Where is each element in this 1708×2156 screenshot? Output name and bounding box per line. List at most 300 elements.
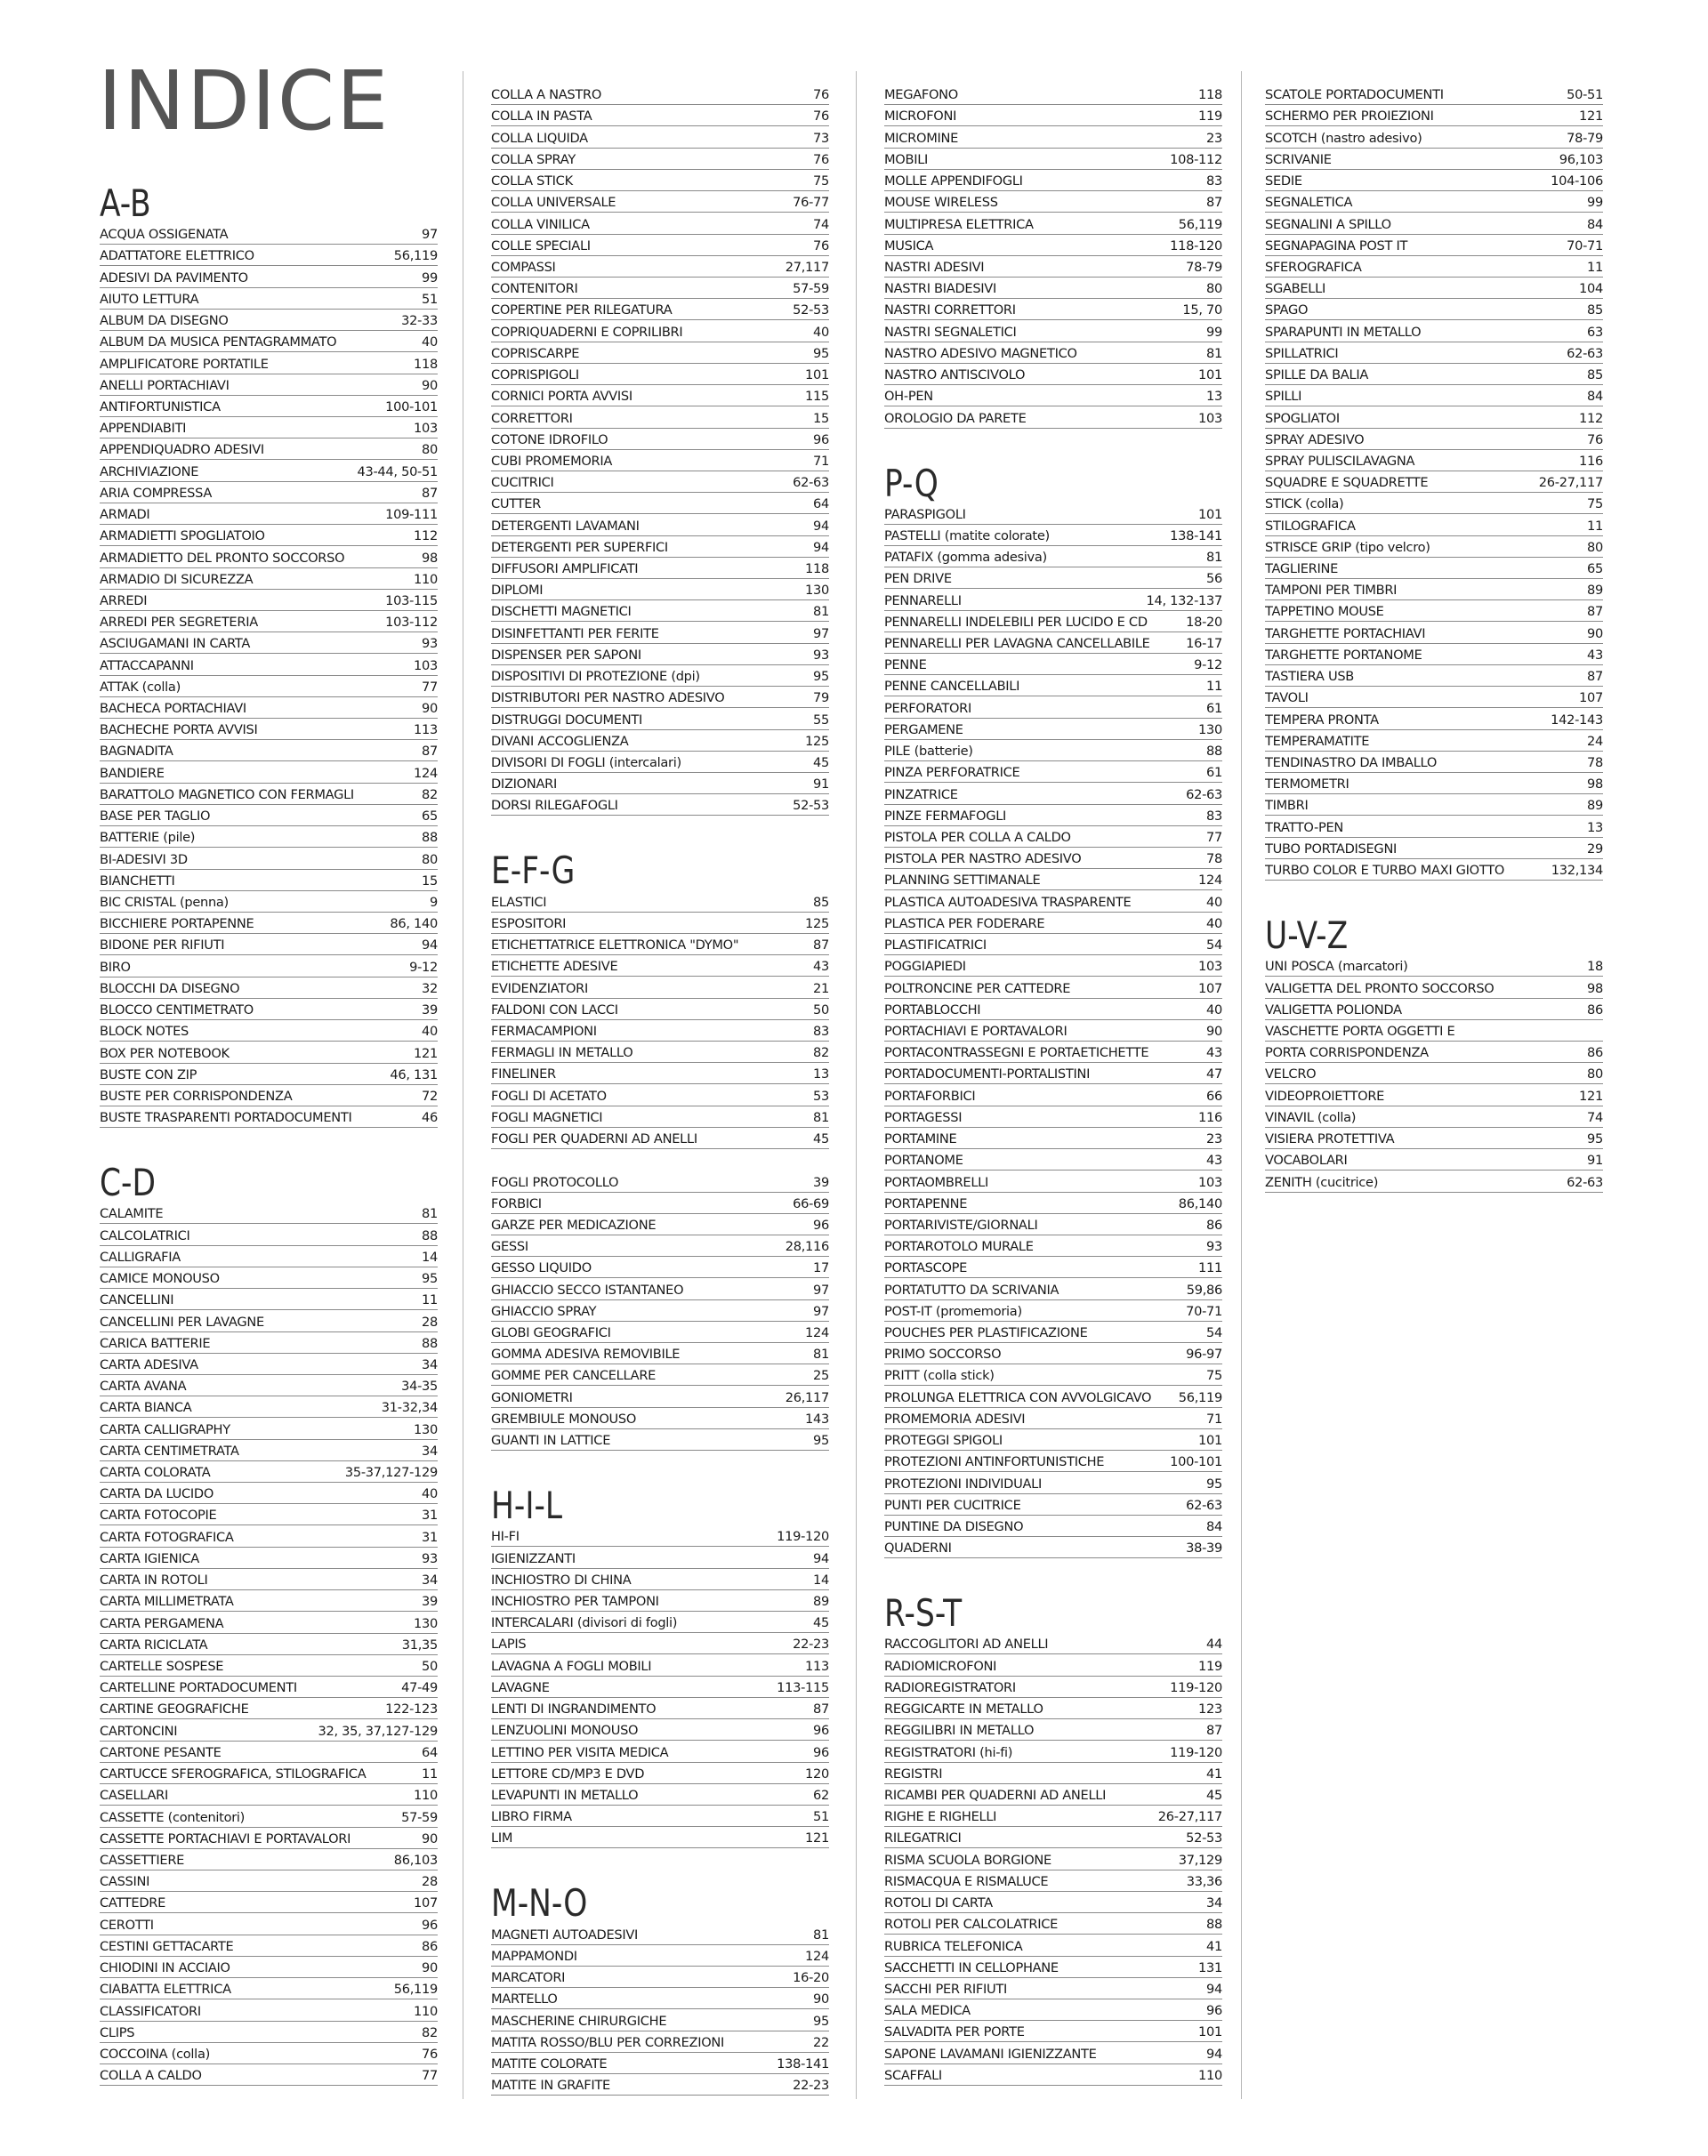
entry-page: 54 xyxy=(1206,1325,1222,1341)
entry-label: COMPASSI xyxy=(491,259,556,275)
index-entry xyxy=(100,1634,438,1655)
entry-page: 31,35 xyxy=(401,1637,438,1653)
index-entry xyxy=(884,1429,1222,1451)
entry-page: 130 xyxy=(414,1615,438,1631)
entry-label: SPILLI xyxy=(1265,389,1302,405)
index-entry xyxy=(491,622,829,643)
index-entry xyxy=(491,450,829,471)
entry-label: VALIGETTA POLIONDA xyxy=(1265,1002,1402,1018)
index-entry xyxy=(884,1278,1222,1299)
entry-page: 101 xyxy=(805,367,829,383)
entry-page: 76 xyxy=(813,151,829,167)
entry-label: PEN DRIVE xyxy=(884,571,952,587)
index-entry xyxy=(491,105,829,126)
index-entry xyxy=(100,525,438,546)
entry-page: 65 xyxy=(422,808,438,825)
entry-page: 86 xyxy=(1587,1045,1603,1061)
entry-label: CLIPS xyxy=(100,2024,135,2040)
entry-page: 87 xyxy=(1587,604,1603,620)
entry-page: 76 xyxy=(1587,431,1603,447)
index-entry xyxy=(100,1655,438,1677)
entry-page: 123 xyxy=(1198,1701,1222,1718)
index-entry xyxy=(100,417,438,438)
entry-page: 85 xyxy=(813,894,829,910)
entry-label: TAPPETINO MOUSE xyxy=(1265,604,1384,620)
entry-label: LENTI DI INGRANDIMENTO xyxy=(491,1701,657,1718)
entry-page: 47 xyxy=(1206,1066,1222,1082)
entry-label: GESSI xyxy=(491,1239,528,1255)
entry-label: ETICHETTATRICE ELETTRONICA "DYMO" xyxy=(491,937,739,953)
entry-label: PORTABLOCCHI xyxy=(884,1002,981,1018)
index-entry xyxy=(1265,170,1603,191)
index-entry xyxy=(884,364,1222,385)
index-section xyxy=(884,1592,1222,2086)
entry-label: CARTA MILLIMETRATA xyxy=(100,1594,234,1610)
index-entry xyxy=(100,1085,438,1106)
entry-label: BLOCK NOTES xyxy=(100,1024,189,1040)
entry-label: PENNARELLI INDELEBILI PER LUCIDO E CD xyxy=(884,614,1148,630)
entry-page: 28,116 xyxy=(785,1239,829,1255)
entry-page: 143 xyxy=(805,1411,829,1427)
entry-label: MUSICA xyxy=(884,237,934,253)
entry-label: CASELLARI xyxy=(100,1788,168,1804)
entry-label: COLLA VINILICA xyxy=(491,216,590,232)
entry-label: LETTORE CD/MP3 E DVD xyxy=(491,1766,645,1782)
entry-label: ROTOLI DI CARTA xyxy=(884,1895,993,1911)
entry-label: BATTERIE (pile) xyxy=(100,830,196,846)
entry-page: 50 xyxy=(813,1002,829,1018)
entry-page: 83 xyxy=(1206,808,1222,824)
index-entry xyxy=(1265,191,1603,213)
index-entry xyxy=(491,665,829,687)
entry-page: 34 xyxy=(422,1573,438,1589)
entry-label: PLANNING SETTIMANALE xyxy=(884,873,1041,889)
index-entry xyxy=(1265,558,1603,579)
entry-label: LAPIS xyxy=(491,1637,527,1653)
index-entry xyxy=(1265,773,1603,794)
index-entry xyxy=(491,1386,829,1407)
entry-page: 96 xyxy=(813,1744,829,1760)
index-entry xyxy=(1265,955,1603,977)
index-entry xyxy=(1265,342,1603,364)
entry-page: 71 xyxy=(1206,1411,1222,1427)
index-entry xyxy=(100,697,438,719)
entry-page: 101 xyxy=(1198,1433,1222,1449)
entry-label: TAGLIERINE xyxy=(1265,561,1339,577)
entry-page: 40 xyxy=(813,324,829,340)
entry-label: GREMBIULE MONOUSO xyxy=(491,1411,637,1427)
entry-label: PENNARELLI xyxy=(884,592,962,608)
entry-page: 11 xyxy=(422,1292,438,1308)
index-entry xyxy=(491,256,829,278)
entry-label: LEVAPUNTI IN METALLO xyxy=(491,1787,639,1803)
index-entry xyxy=(884,1451,1222,1472)
entry-page: 31 xyxy=(422,1508,438,1524)
index-entry xyxy=(100,676,438,697)
entry-page: 116 xyxy=(1579,453,1603,469)
entry-page: 56,119 xyxy=(393,1982,438,1998)
entry-page: 94 xyxy=(1206,2046,1222,2062)
index-entry xyxy=(884,1935,1222,1956)
entry-page: 99 xyxy=(1206,324,1222,340)
entry-page: 52-53 xyxy=(793,798,829,814)
entry-label: BICCHIERE PORTAPENNE xyxy=(100,916,254,932)
index-entry xyxy=(100,503,438,525)
index-entry xyxy=(884,1063,1222,1084)
entry-page: 52-53 xyxy=(793,302,829,318)
index-entry xyxy=(491,890,829,912)
entry-label: VIDEOPROIETTORE xyxy=(1265,1088,1385,1104)
entry-page: 34-35 xyxy=(401,1379,438,1395)
entry-label: CARTINE GEOGRAFICHE xyxy=(100,1701,249,1718)
entry-label: LIBRO FIRMA xyxy=(491,1809,572,1825)
entry-page: 90 xyxy=(422,377,438,393)
index-entry xyxy=(491,364,829,385)
index-entry xyxy=(1265,385,1603,406)
entry-label: BOX PER NOTEBOOK xyxy=(100,1045,230,1061)
entry-page: 94 xyxy=(813,1550,829,1566)
entry-page: 75 xyxy=(1206,1368,1222,1384)
entry-label: POUCHES PER PLASTIFICAZIONE xyxy=(884,1325,1088,1341)
entry-page: 31-32,34 xyxy=(381,1400,438,1416)
index-entry xyxy=(491,1698,829,1719)
entry-page: 75 xyxy=(1587,496,1603,512)
entry-label: SPRAY PULISCILAVAGNA xyxy=(1265,453,1415,469)
entry-label: CASSETTE (contenitori) xyxy=(100,1809,246,1825)
entry-label: ADATTATORE ELETTRICO xyxy=(100,248,254,264)
index-entry xyxy=(884,719,1222,740)
index-entry xyxy=(884,740,1222,761)
index-section xyxy=(884,84,1222,429)
entry-label: FOGLI DI ACETATO xyxy=(491,1088,607,1104)
entry-label: ASCIUGAMANI IN CARTA xyxy=(100,636,251,652)
index-entry xyxy=(100,310,438,331)
entry-label: ETICHETTE ADESIVE xyxy=(491,959,618,975)
entry-page: 87 xyxy=(1206,1723,1222,1739)
index-entry xyxy=(491,1364,829,1386)
entry-page: 138-141 xyxy=(777,2055,829,2072)
entry-page: 26-27,117 xyxy=(1157,1809,1222,1825)
index-entry xyxy=(491,493,829,514)
entry-label: MAGNETI AUTOADESIVI xyxy=(491,1927,639,1943)
index-entry xyxy=(884,999,1222,1020)
entry-page: 13 xyxy=(813,1066,829,1082)
entry-page: 77 xyxy=(422,2068,438,2084)
entry-label: TASTIERA USB xyxy=(1265,669,1354,685)
entry-label: RACCOGLITORI AD ANELLI xyxy=(884,1637,1049,1653)
index-entry xyxy=(1265,794,1603,816)
entry-page: 40 xyxy=(422,1486,438,1502)
index-entry xyxy=(884,611,1222,632)
index-entry xyxy=(100,1440,438,1461)
entry-page: 97 xyxy=(813,1282,829,1298)
entry-page: 82 xyxy=(813,1045,829,1061)
entry-page: 121 xyxy=(414,1045,438,1061)
entry-label: CANCELLINI xyxy=(100,1292,174,1308)
entry-page: 103 xyxy=(1198,1174,1222,1190)
entry-label: PILE (batterie) xyxy=(884,744,973,760)
entry-label: COPRISCARPE xyxy=(491,345,580,361)
entry-label: DIFFUSORI AMPLIFICATI xyxy=(491,561,639,577)
index-entry xyxy=(491,235,829,256)
entry-page: 39 xyxy=(422,1002,438,1018)
entry-label: CAMICE MONOUSO xyxy=(100,1271,220,1287)
entry-label: CARTA RICICLATA xyxy=(100,1637,208,1653)
entry-page: 125 xyxy=(805,915,829,931)
entry-label: ACQUA OSSIGENATA xyxy=(100,227,229,243)
index-entry xyxy=(1265,622,1603,643)
entry-page: 125 xyxy=(805,733,829,749)
entry-label: PINZA PERFORATRICE xyxy=(884,765,1020,781)
entry-label: DISPOSITIVI DI PROTEZIONE (dpi) xyxy=(491,669,700,685)
entry-page: 56 xyxy=(1206,571,1222,587)
entry-page: 100-101 xyxy=(385,398,438,414)
index-entry xyxy=(884,503,1222,525)
entry-label: DISPENSER PER SAPONI xyxy=(491,647,641,663)
entry-page: 27,117 xyxy=(785,259,829,275)
entry-page: 96 xyxy=(813,431,829,447)
index-entry xyxy=(100,1806,438,1827)
entry-label: BUSTE TRASPARENTI PORTADOCUMENTI xyxy=(100,1110,352,1126)
entry-page: 130 xyxy=(805,583,829,599)
entry-page: 81 xyxy=(813,604,829,620)
index-entry xyxy=(100,590,438,611)
entry-page: 32 xyxy=(422,980,438,996)
entry-page: 83 xyxy=(813,1023,829,1039)
entry-page: 54 xyxy=(1206,937,1222,953)
entry-label: COTONE IDROFILO xyxy=(491,431,608,447)
entry-page: 80 xyxy=(1206,281,1222,297)
entry-label: VINAVIL (colla) xyxy=(1265,1109,1357,1125)
index-entry xyxy=(491,299,829,320)
index-entry xyxy=(884,235,1222,256)
entry-label: NASTRI BIADESIVI xyxy=(884,281,996,297)
entry-label: VELCRO xyxy=(1265,1066,1317,1082)
index-entry xyxy=(491,429,829,450)
entry-page: 52-53 xyxy=(1186,1830,1222,1846)
entry-label: MOBILI xyxy=(884,151,929,167)
index-entry xyxy=(100,1999,438,2021)
entry-label: BASE PER TAGLIO xyxy=(100,808,211,825)
index-entry xyxy=(884,1494,1222,1516)
index-entry xyxy=(100,1375,438,1396)
entry-label: RILEGATRICI xyxy=(884,1830,962,1846)
index-entry xyxy=(100,784,438,805)
entry-label: PORTAFORBICI xyxy=(884,1088,976,1104)
index-column-4 xyxy=(1265,84,1603,1227)
entry-page: 130 xyxy=(414,1421,438,1437)
index-section xyxy=(884,463,1222,1559)
index-entry xyxy=(1265,514,1603,535)
entry-page: 91 xyxy=(1587,1153,1603,1169)
index-entry xyxy=(100,1106,438,1128)
entry-label: SCAFFALI xyxy=(884,2067,942,2083)
entry-label: NASTRI SEGNALETICI xyxy=(884,324,1017,340)
entry-label: IGIENIZZANTI xyxy=(491,1550,576,1566)
entry-label: TAVOLI xyxy=(1265,690,1309,706)
index-entry xyxy=(884,1149,1222,1171)
entry-page: 124 xyxy=(805,1325,829,1341)
index-entry xyxy=(1265,406,1603,428)
entry-label: CARTA ADESIVA xyxy=(100,1356,198,1372)
entry-page: 39 xyxy=(422,1594,438,1610)
entry-label: PORTARIVISTE/GIORNALI xyxy=(884,1217,1038,1233)
entry-page: 23 xyxy=(1206,130,1222,146)
entry-page: 103 xyxy=(414,421,438,437)
entry-label: SACCHI PER RIFIUTI xyxy=(884,1981,1008,1997)
index-entry xyxy=(884,546,1222,567)
entry-page: 104-106 xyxy=(1551,173,1603,189)
entry-label: BUSTE CON ZIP xyxy=(100,1066,197,1082)
index-entry xyxy=(100,1784,438,1806)
index-entry xyxy=(884,783,1222,804)
entry-page: 81 xyxy=(813,1109,829,1125)
entry-page: 78-79 xyxy=(1186,259,1222,275)
entry-label: PASTELLI (matite colorate) xyxy=(884,527,1050,543)
entry-label: MOLLE APPENDIFOGLI xyxy=(884,173,1023,189)
index-entry xyxy=(1265,256,1603,278)
entry-label: CARTUCCE SFEROGRAFICA, STILOGRAFICA xyxy=(100,1766,367,1782)
entry-label: PLASTICA AUTOADESIVA TRASPARENTE xyxy=(884,894,1132,910)
index-entry xyxy=(884,1128,1222,1149)
entry-page: 116 xyxy=(1198,1109,1222,1125)
entry-page: 43 xyxy=(1206,1045,1222,1061)
entry-page: 95 xyxy=(813,669,829,685)
entry-label: LETTINO PER VISITA MEDICA xyxy=(491,1744,669,1760)
entry-page: 34 xyxy=(422,1356,438,1372)
entry-page: 101 xyxy=(1198,367,1222,383)
entry-page: 88 xyxy=(422,1227,438,1243)
index-entry xyxy=(1265,1171,1603,1192)
entry-label: FERMACAMPIONI xyxy=(491,1023,597,1039)
index-entry xyxy=(491,1257,829,1278)
index-column-3 xyxy=(884,84,1222,2120)
index-entry xyxy=(884,589,1222,610)
entry-label: CANCELLINI PER LAVAGNE xyxy=(100,1314,264,1330)
index-entry xyxy=(491,999,829,1020)
entry-page: 66-69 xyxy=(793,1195,829,1211)
entry-label: DIVISORI DI FOGLI (intercalari) xyxy=(491,755,681,770)
entry-label: COLLA SPRAY xyxy=(491,151,576,167)
entry-page: 130 xyxy=(1198,721,1222,737)
index-entry xyxy=(1265,838,1603,859)
entry-label: DISTRIBUTORI PER NASTRO ADESIVO xyxy=(491,690,725,706)
index-entry xyxy=(100,288,438,310)
entry-label: POGGIAPIEDI xyxy=(884,959,966,975)
entry-page: 97 xyxy=(422,227,438,243)
entry-page: 47-49 xyxy=(401,1680,438,1696)
entry-label: CARTA IGIENICA xyxy=(100,1550,199,1566)
entry-page: 16-20 xyxy=(793,1970,829,1986)
index-entry xyxy=(491,1967,829,1988)
index-entry xyxy=(100,1354,438,1375)
entry-page: 59,86 xyxy=(1186,1282,1222,1298)
entry-page: 22-23 xyxy=(793,2078,829,2094)
index-entry xyxy=(491,687,829,708)
entry-page: 100-101 xyxy=(1170,1454,1222,1470)
entry-label: COLLA STICK xyxy=(491,173,573,189)
entry-label: PRITT (colla stick) xyxy=(884,1368,995,1384)
entry-label: RISMACQUA E RISMALUCE xyxy=(884,1873,1049,1889)
entry-label: RIGHE E RIGHELLI xyxy=(884,1809,997,1825)
entry-label: SEGNALETICA xyxy=(1265,195,1353,211)
index-entry xyxy=(100,955,438,977)
entry-page: 53 xyxy=(813,1088,829,1104)
entry-label: COLLA A CALDO xyxy=(100,2068,202,2084)
entry-page: 40 xyxy=(422,1024,438,1040)
entry-label: RUBRICA TELEFONICA xyxy=(884,1938,1023,1954)
entry-page: 45 xyxy=(813,1131,829,1147)
entry-page: 81 xyxy=(1206,345,1222,361)
entry-page: 90 xyxy=(1206,1023,1222,1039)
entry-page: 21 xyxy=(813,980,829,996)
index-entry xyxy=(491,1525,829,1547)
entry-label: ELASTICI xyxy=(491,894,547,910)
index-entry xyxy=(491,1784,829,1806)
entry-page: 76 xyxy=(813,87,829,103)
entry-label: ANELLI PORTACHIAVI xyxy=(100,377,230,393)
index-entry xyxy=(884,934,1222,955)
entry-label: NASTRI ADESIVI xyxy=(884,259,985,275)
entry-label: VALIGETTA DEL PRONTO SOCCORSO xyxy=(1265,980,1494,996)
entry-label: CARTA BIANCA xyxy=(100,1400,192,1416)
entry-page: 96 xyxy=(813,1217,829,1233)
entry-page: 25 xyxy=(813,1368,829,1384)
index-entry xyxy=(100,1418,438,1439)
entry-label: DIPLOMI xyxy=(491,583,544,599)
index-section xyxy=(1265,914,1603,1192)
entry-page: 111 xyxy=(1198,1260,1222,1276)
index-entry xyxy=(491,1084,829,1106)
index-entry xyxy=(491,213,829,234)
index-entry xyxy=(1265,644,1603,665)
entry-page: 76 xyxy=(422,2046,438,2062)
entry-label: SACCHETTI IN CELLOPHANE xyxy=(884,1959,1059,1975)
entry-page: 108-112 xyxy=(1170,151,1222,167)
entry-page: 79 xyxy=(813,690,829,706)
index-section xyxy=(100,182,438,1128)
entry-page: 35-37,127-129 xyxy=(344,1465,438,1481)
entry-page: 41 xyxy=(1206,1766,1222,1782)
index-entry xyxy=(491,1063,829,1084)
entry-page: 95 xyxy=(1206,1476,1222,1492)
entry-page: 107 xyxy=(1579,690,1603,706)
entry-label: SPAGO xyxy=(1265,302,1309,318)
entry-label: BUSTE PER CORRISPONDENZA xyxy=(100,1088,293,1104)
entry-page: 74 xyxy=(813,216,829,232)
entry-label: CARTA PERGAMENA xyxy=(100,1615,224,1631)
entry-label: ALBUM DA DISEGNO xyxy=(100,313,229,329)
entry-page: 51 xyxy=(813,1809,829,1825)
entry-page: 62-63 xyxy=(1186,1497,1222,1513)
entry-label: STILOGRAFICA xyxy=(1265,518,1356,534)
entry-label: CALAMITE xyxy=(100,1206,164,1222)
index-entry xyxy=(491,730,829,752)
entry-label: DIZIONARI xyxy=(491,776,557,792)
entry-page: 38-39 xyxy=(1186,1541,1222,1557)
entry-label: GHIACCIO SECCO ISTANTANEO xyxy=(491,1282,684,1298)
entry-label: BI-ADESIVI 3D xyxy=(100,851,188,867)
entry-page: 17 xyxy=(813,1260,829,1276)
entry-label: FINELINER xyxy=(491,1066,556,1082)
index-entry xyxy=(491,1677,829,1698)
entry-page: 13 xyxy=(1587,819,1603,835)
index-entry xyxy=(884,149,1222,170)
entry-label: OH-PEN xyxy=(884,389,933,405)
index-entry xyxy=(884,1741,1222,1762)
entry-page: 118 xyxy=(805,561,829,577)
entry-page: 87 xyxy=(1206,195,1222,211)
